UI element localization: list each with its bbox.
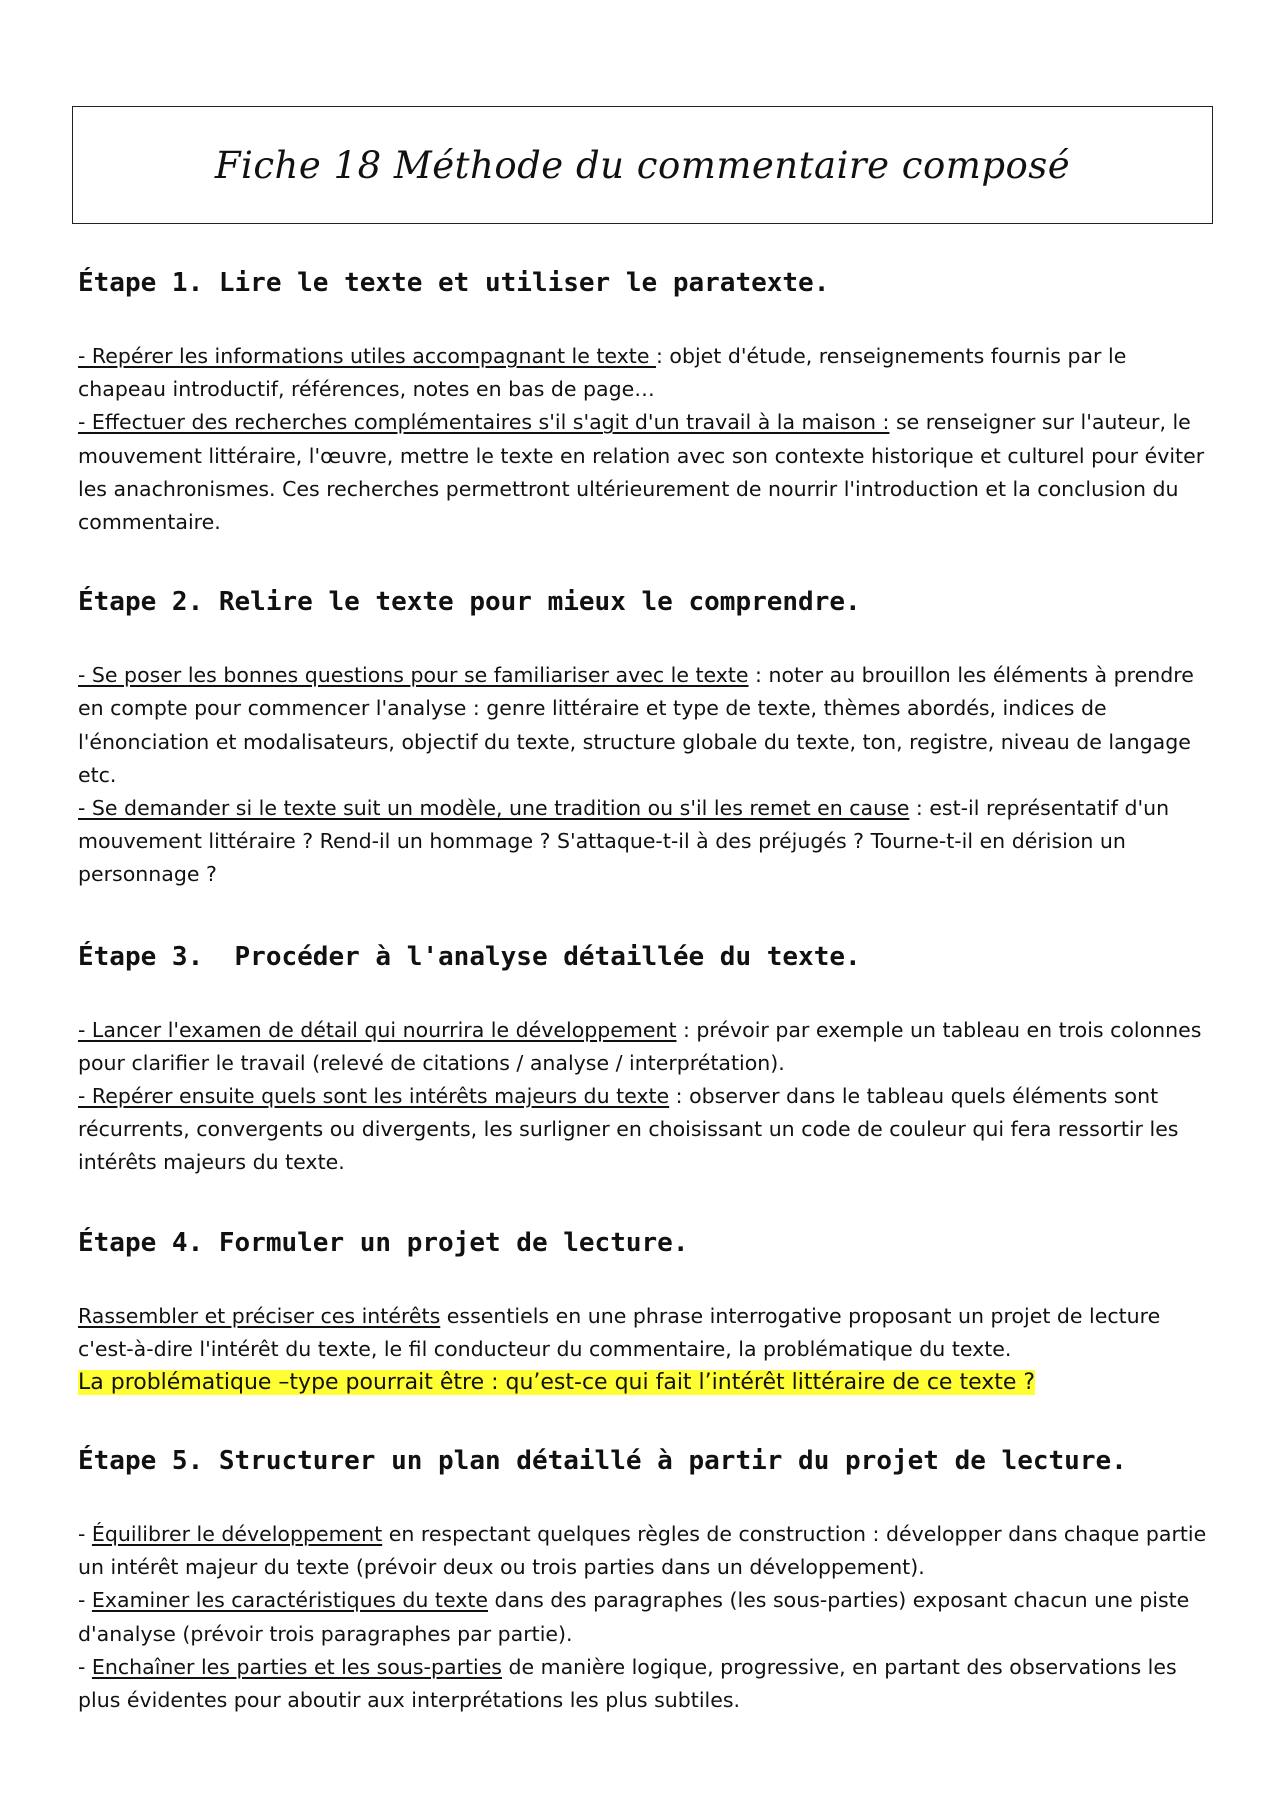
underlined-lead: - Repérer ensuite quels sont les intérêts majeurs du texte bbox=[78, 1084, 670, 1109]
underlined-lead: - Repérer les informations utiles accompagnant le texte bbox=[78, 344, 656, 368]
paragraph-text: : est-il représentatif d'un mouvement littéraire ? Rend-il un hommage ? S'attaque-t-il à des préjugés ? Tourne-t-il en dérision un personnage ? bbox=[78, 796, 1170, 887]
paragraph bbox=[78, 1584, 1218, 1650]
section-heading: Étape 4. Formuler un projet de lecture. bbox=[78, 1227, 689, 1258]
underlined-lead: Enchaîner les parties et les sous-parties bbox=[91, 1654, 502, 1679]
paragraph bbox=[78, 1518, 1218, 1584]
underlined-lead: - Lancer l'examen de détail qui nourrira le développement bbox=[78, 1017, 677, 1042]
section-etape-2 bbox=[78, 581, 1218, 891]
page-title: Fiche 18 Méthode du commentaire composé bbox=[214, 143, 1071, 187]
section-heading: Étape 2. Relire le texte pour mieux le comprendre. bbox=[78, 587, 861, 618]
section-heading: Étape 5. Structurer un plan détaillé à partir du projet de lecture. bbox=[78, 1446, 1127, 1477]
paragraph bbox=[78, 1300, 1218, 1366]
list-dash: - bbox=[78, 1588, 92, 1613]
underlined-lead: Rassembler et préciser ces intérêts bbox=[78, 1303, 441, 1328]
underlined-lead: - Se poser les bonnes questions pour se familiariser avec le texte bbox=[78, 663, 749, 688]
underlined-lead: - Se demander si le texte suit un modèle, une tradition ou s'il les remet en cause bbox=[78, 796, 910, 821]
paragraph bbox=[78, 1651, 1218, 1717]
paragraph-text: : prévoir par exemple un tableau en trois colonnes pour clarifier le travail (relevé de citations / analyse / interprétation). bbox=[78, 1017, 1202, 1075]
paragraph-text: de manière logique, progressive, en partant des observations les plus évidentes pour aboutir aux interprétations les plus subtiles. bbox=[78, 1654, 1177, 1713]
paragraph bbox=[78, 1014, 1218, 1080]
section-heading: Étape 1. Lire le texte et utiliser le paratexte. bbox=[78, 268, 830, 298]
list-dash: - bbox=[78, 1522, 92, 1547]
paragraph bbox=[78, 340, 1218, 406]
paragraph-text: : objet d'étude, renseignements fournis par le chapeau introductif, références, notes en bas de page… bbox=[78, 344, 1127, 402]
title-box bbox=[72, 106, 1213, 224]
paragraph bbox=[78, 659, 1218, 792]
section-heading: Étape 3. Procéder à l'analyse détaillée du texte. bbox=[78, 941, 861, 972]
paragraph-text: : noter au brouillon les éléments à prendre en compte pour commencer l'analyse : genre littéraire et type de texte, thèmes abordés, indices de l'énonciation et modalisateurs, objectif du texte, structure globale du texte, ton, registre, niveau de langage etc. bbox=[78, 663, 1194, 787]
highlighted-problematique: La problématique –type pourrait être : qu’est-ce qui fait l’intérêt littéraire de ce texte ? bbox=[78, 1370, 1036, 1396]
paragraph-text: se renseigner sur l'auteur, le mouvement littéraire, l'œuvre, mettre le texte en relation avec son contexte historique et culturel pour éviter les anachronismes. Ces recherches permettront ultérieurement de nourrir l'introduction et la conclusion du commentaire. bbox=[78, 410, 1205, 535]
list-dash: - bbox=[78, 1654, 92, 1679]
underlined-lead: Équilibrer le développement bbox=[91, 1522, 383, 1547]
document-body bbox=[78, 262, 1218, 1717]
paragraph-text: dans des paragraphes (les sous-parties) exposant chacun une piste d'analyse (prévoir trois paragraphes par partie). bbox=[78, 1588, 1190, 1646]
paragraph bbox=[78, 1080, 1218, 1180]
paragraph-text: : observer dans le tableau quels éléments sont récurrents, convergents ou divergents, les surligner en choisissant un code de couleur qui fera ressortir les intérêts majeurs du texte. bbox=[78, 1084, 1179, 1175]
underlined-lead: - Effectuer des recherches complémentaires s'il s'agit d'un travail à la maison : bbox=[78, 410, 890, 435]
section-etape-5 bbox=[78, 1440, 1218, 1717]
section-etape-4 bbox=[78, 1222, 1218, 1400]
section-etape-3 bbox=[78, 936, 1218, 1180]
section-etape-1 bbox=[78, 262, 1218, 539]
paragraph bbox=[78, 792, 1218, 892]
underlined-lead: Examiner les caractéristiques du texte bbox=[91, 1588, 488, 1613]
paragraph-text: en respectant quelques règles de construction : développer dans chaque partie un intérêt majeur du texte (prévoir deux ou trois parties dans un développement). bbox=[78, 1522, 1207, 1580]
paragraph bbox=[78, 406, 1218, 539]
highlight-paragraph bbox=[78, 1366, 1218, 1400]
paragraph-text: essentiels en une phrase interrogative proposant un projet de lecture c'est-à-dire l'intérêt du texte, le fil conducteur du commentaire, la problématique du texte. bbox=[78, 1303, 1161, 1361]
